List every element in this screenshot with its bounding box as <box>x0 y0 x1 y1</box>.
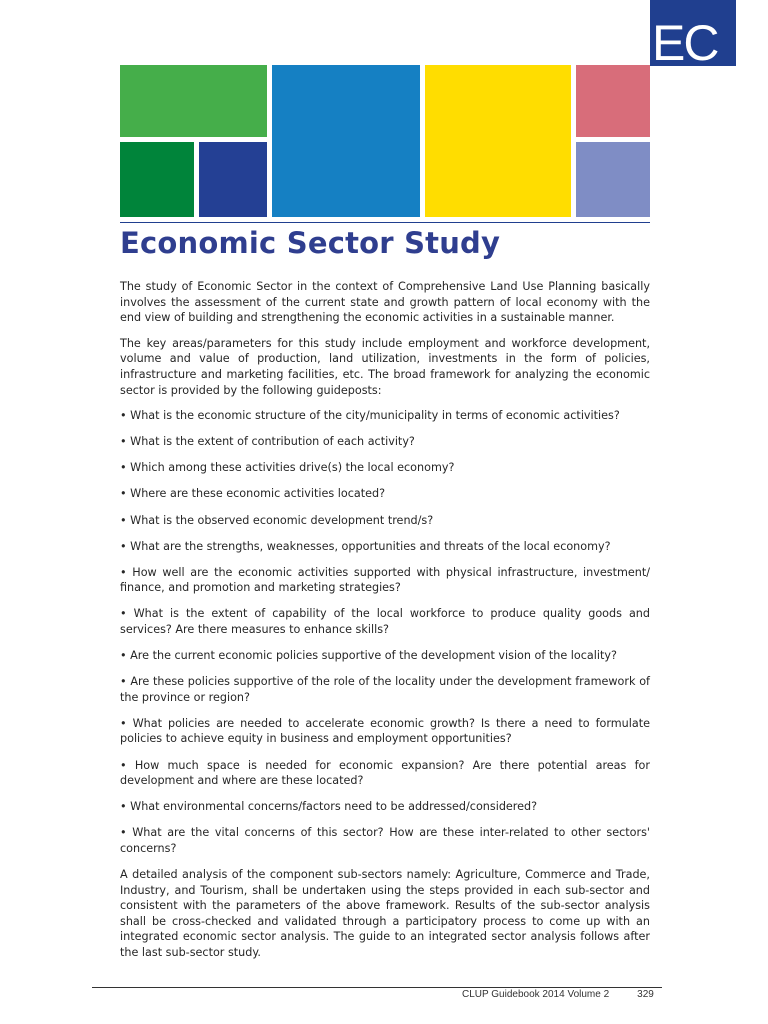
list-item: • Are these policies supportive of the role of the locality under the development framework of the province or region? <box>120 674 650 705</box>
list-item: • Are the current economic policies supportive of the development vision of the locality? <box>120 648 650 664</box>
title-top-rule <box>120 222 650 223</box>
list-item: • Where are these economic activities located? <box>120 486 650 502</box>
color-block-blue <box>272 65 420 217</box>
footer-rule <box>92 987 662 988</box>
list-item: • What is the extent of capability of the local workforce to produce quality goods and services? Are there measures to enhance skills? <box>120 606 650 637</box>
body-text <box>120 279 650 971</box>
page-footer <box>462 989 654 1000</box>
color-block-green <box>120 65 267 137</box>
guidepost-list <box>120 408 650 856</box>
color-block-periwinkle <box>576 142 650 217</box>
list-item: • What are the vital concerns of this sector? How are these inter-related to other sectors' concerns? <box>120 825 650 856</box>
list-item: • What is the observed economic development trend/s? <box>120 513 650 529</box>
list-item: • How much space is needed for economic expansion? Are there potential areas for development and where are these located? <box>120 758 650 789</box>
footer-book-title: CLUP Guidebook 2014 Volume 2 <box>462 989 610 1000</box>
color-block-pink <box>576 65 650 137</box>
list-item: • Which among these activities drive(s) the local economy? <box>120 460 650 476</box>
list-item: • What is the extent of contribution of each activity? <box>120 434 650 450</box>
section-tab-label: EC <box>652 15 718 71</box>
page-title: Economic Sector Study <box>120 226 501 260</box>
color-block-dark-green <box>120 142 194 217</box>
intro-paragraph: The key areas/parameters for this study include employment and workforce development, volume and value of production, land utilization, investments in the form of policies, infrastructure and marketing facilities, etc. The broad framework for analyzing the economic sector is provided by the following guideposts: <box>120 336 650 397</box>
list-item: • How well are the economic activities supported with physical infrastructure, investment/ finance, and promotion and marketing strategies? <box>120 565 650 596</box>
color-block-banner <box>120 65 650 217</box>
list-item: • What are the strengths, weaknesses, opportunities and threats of the local economy? <box>120 539 650 555</box>
list-item: • What environmental concerns/factors need to be addressed/considered? <box>120 799 650 815</box>
section-tab <box>650 0 736 71</box>
color-block-navy <box>199 142 267 217</box>
list-item: • What is the economic structure of the city/municipality in terms of economic activities? <box>120 408 650 424</box>
intro-paragraph: The study of Economic Sector in the context of Comprehensive Land Use Planning basically involves the assessment of the current state and growth pattern of local economy with the end view of building and strengthening the economic activities in a sustainable manner. <box>120 280 650 325</box>
list-item: • What policies are needed to accelerate economic growth? Is there a need to formulate policies to achieve equity in business and employment opportunities? <box>120 716 650 747</box>
color-block-yellow <box>425 65 571 217</box>
closing-paragraph: A detailed analysis of the component sub-sectors namely: Agriculture, Commerce and Trade, Industry, and Tourism, shall be undertaken using the steps provided in each sub-sector and consistent with the parameters of the above framework. Results of the sub-sector analysis shall be cross-checked and validated through a participatory process to come up with an integrated economic sector analysis. The guide to an integrated sector analysis follows after the last sub-sector study. <box>120 868 650 959</box>
page-number: 329 <box>637 989 654 1000</box>
